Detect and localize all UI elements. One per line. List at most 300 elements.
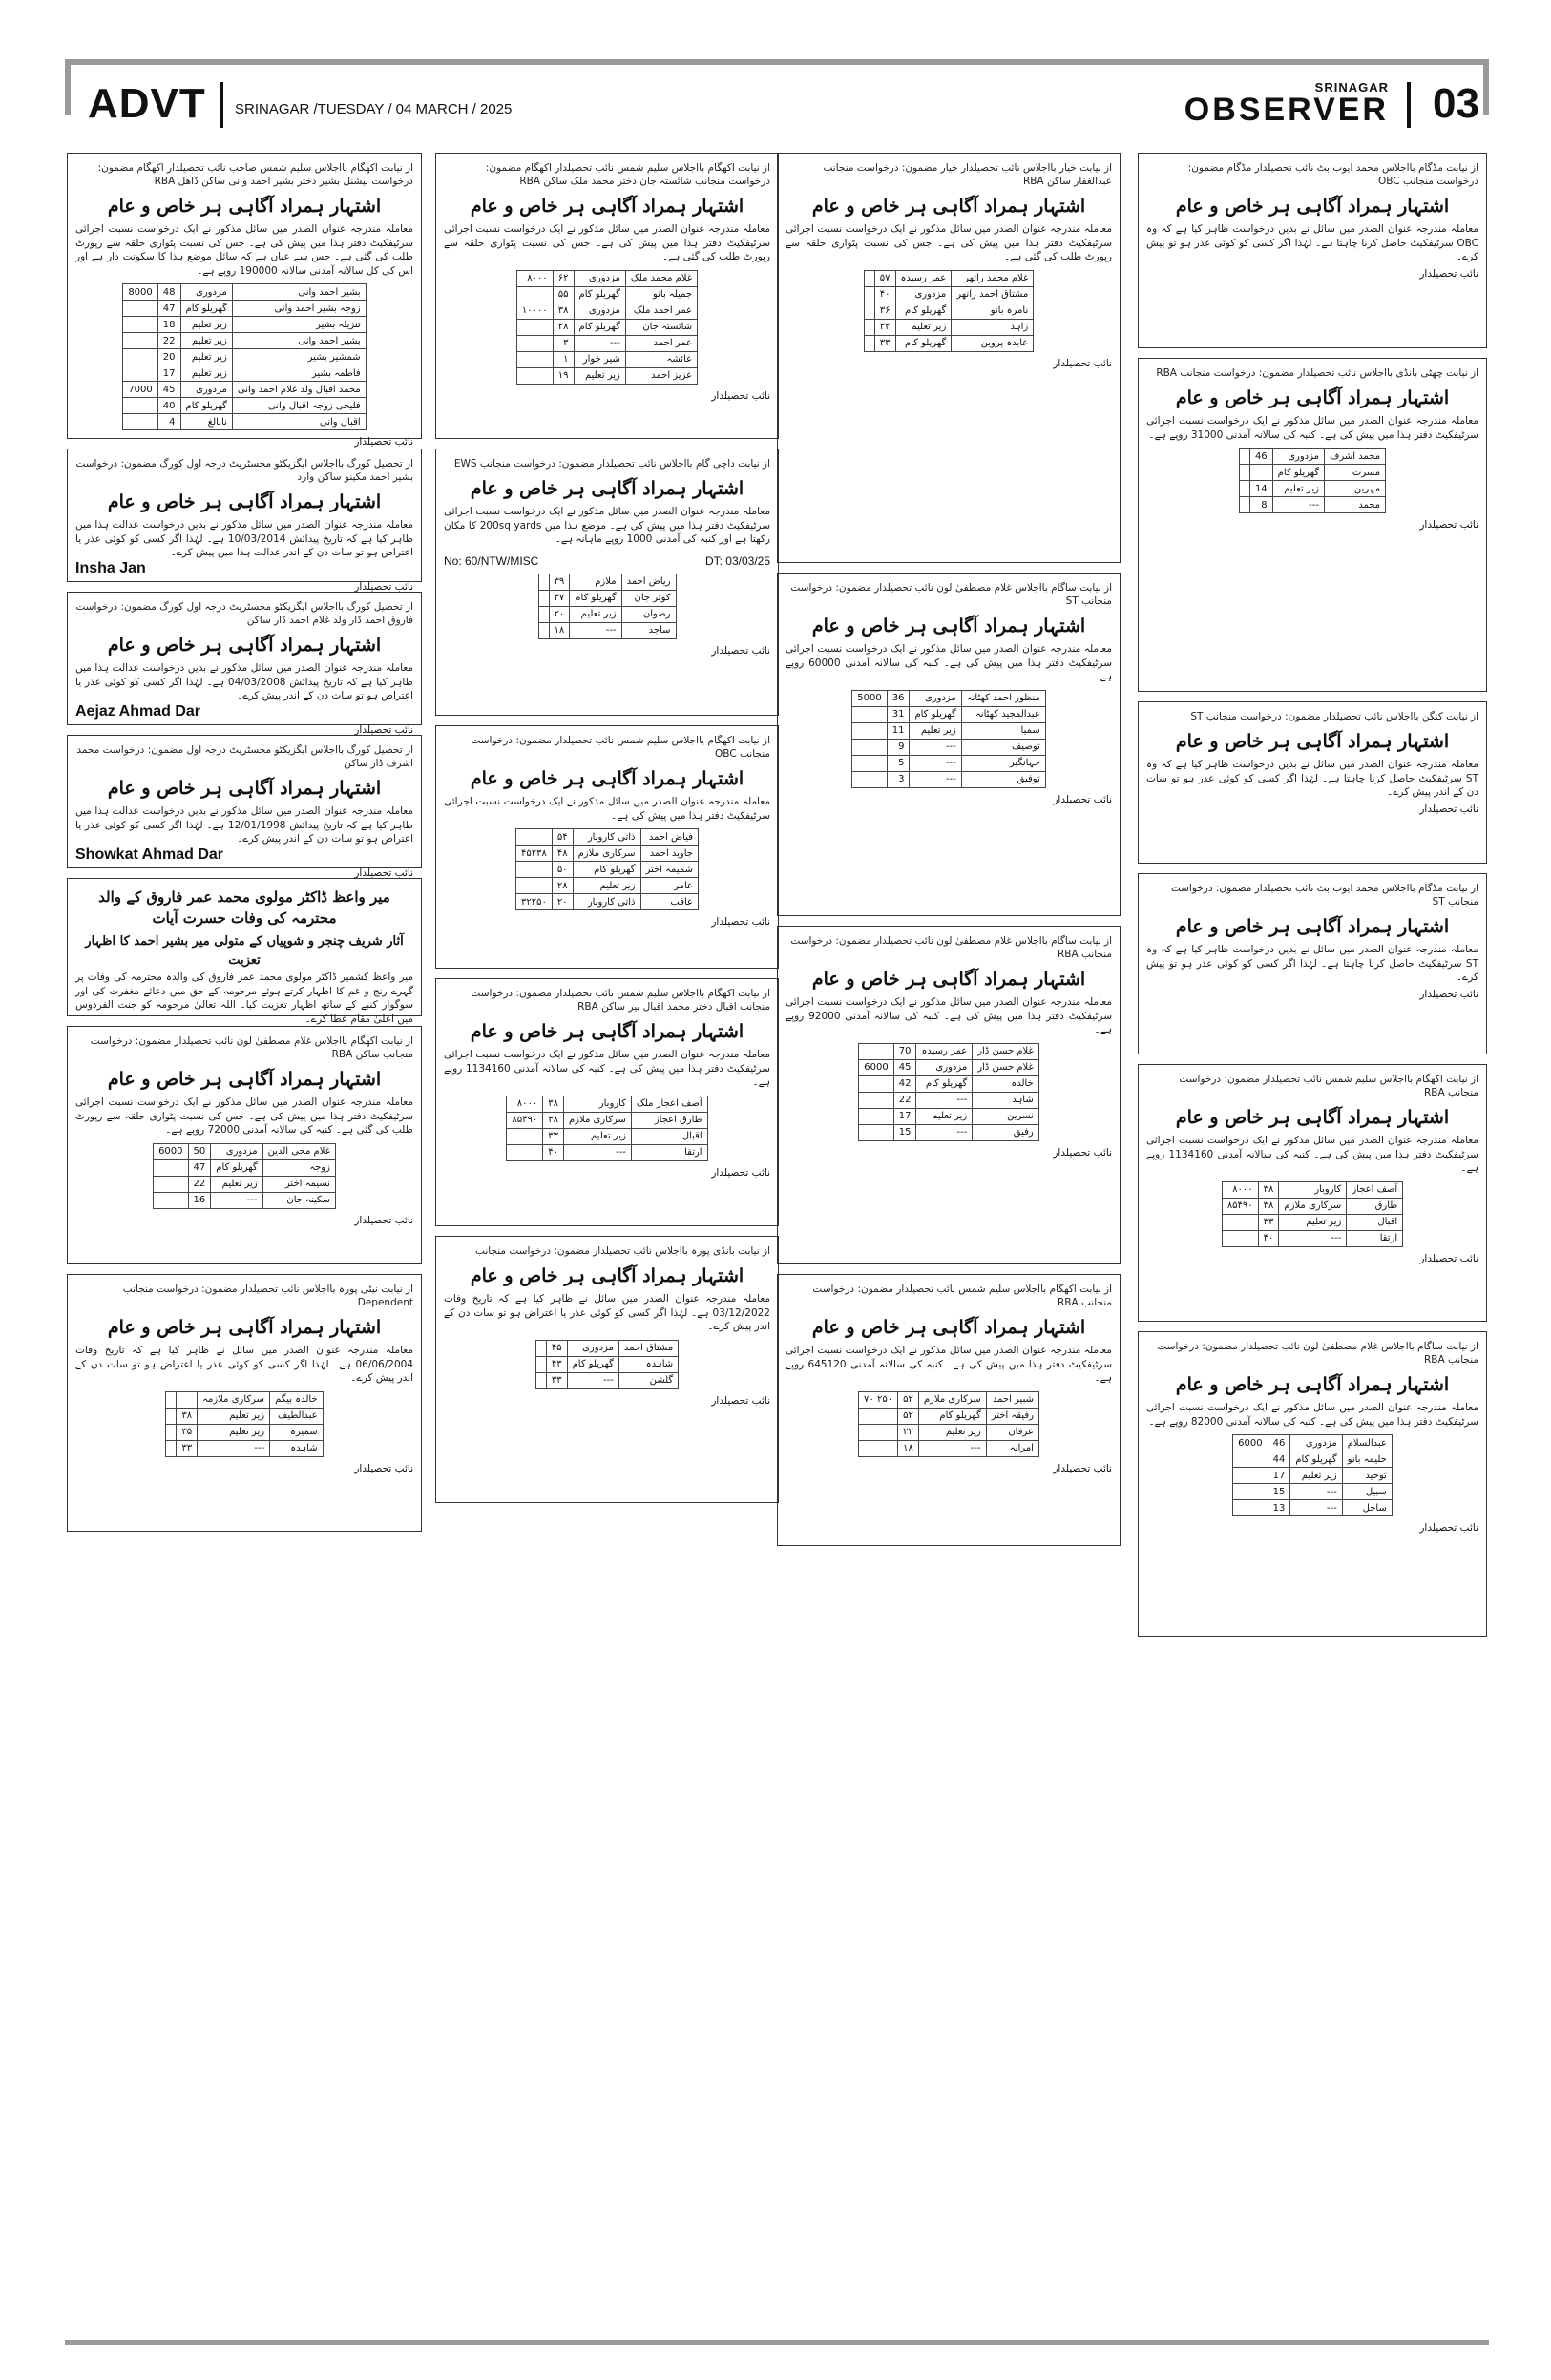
table-cell: --- [570, 622, 621, 638]
notice-header: از نیابت اکھگام بااجلاس سلیم شمس نائب تحصیلدار مضمون: درخواست منجانب RBA [1179, 1074, 1478, 1098]
brand-logo [1184, 80, 1389, 128]
table-cell: زیر تعلیم [180, 333, 232, 349]
notice-title: اشتہار ہمراد آگاہی ہر خاص و عام [107, 1317, 382, 1338]
table-cell: ۵۴ [552, 829, 573, 846]
notice-body: معاملہ مندرجہ عنوان الصدر میں سائل مذکور نے ایک درخواست نسبت اجرائی سرٹیفکیٹ دفتر ہذا میں پیش کی ہے۔ کنبہ کی سالانہ آمدنی 60000 روپے ہے۔ [786, 643, 1112, 682]
table-cell: ۲۲ [898, 1424, 919, 1440]
table-cell: ۳۲ [874, 319, 895, 335]
table-cell: زیر تعلیم [180, 365, 232, 382]
table-cell: 17 [157, 365, 180, 382]
table-cell: گھریلو کام [916, 1075, 973, 1092]
table-cell: ۳۸ [1258, 1181, 1279, 1198]
applicant-name: Aejaz Ahmad Dar [75, 702, 200, 720]
table-cell: زیر تعلیم [918, 1424, 986, 1440]
notice-body: معاملہ مندرجہ عنوان الصدر میں سائل نے ظاہر کیا ہے کہ تاریخ وفات 06/06/2004 ہے۔ لہٰذا اگر کسی کو کوئی عذر یا اعتراض ہو تو سات دن کے اندر پیش کرے۔ [75, 1345, 413, 1384]
notice-body: معاملہ مندرجہ عنوان الصدر میں سائل مذکور نے بدیں درخواست عدالت ہذا میں ظاہر کیا ہے کہ تاریخ پیدائش 04/03/2008 ہے۔ لہٰذا اگر کسی کو کوئی عذر یا اعتراض ہو تو سات دن کے اندر پیش کرے۔ [75, 662, 413, 701]
table-cell: ۴۰ [1258, 1230, 1279, 1246]
table-cell: اقبال [631, 1128, 707, 1144]
table-row [535, 1372, 678, 1388]
table-cell [166, 1440, 177, 1456]
table-cell: مزدوری [910, 690, 961, 706]
reference-date: DT: 03/03/25 [704, 553, 770, 568]
table-cell: آصف اعجاز ملک [631, 1096, 707, 1112]
notice-body: معاملہ مندرجہ عنوان الصدر میں سائل مذکور نے بدیں درخواست عدالت ہذا میں ظاہر کیا ہے کہ تاریخ پیدائش 10/03/2014 ہے۔ لہٰذا اگر کسی کو کوئی عذر یا اعتراض ہو تو سات دن کے اندر عدالت ہذا میں پیش کرے۔ [75, 519, 413, 558]
notice-footer: نائب تحصیلدار [1419, 1522, 1478, 1534]
table-cell: ۲۰ [549, 606, 570, 622]
family-table [516, 270, 698, 385]
table-cell: ارتقا [631, 1144, 707, 1160]
table-cell [123, 301, 157, 317]
table-row [123, 398, 366, 414]
notice-footer: نائب تحصیلدار [354, 866, 413, 879]
table-row [154, 1192, 336, 1208]
table-cell [1249, 465, 1272, 481]
table-cell: فاطمہ بشیر [232, 365, 366, 382]
table-cell: 50 [188, 1143, 211, 1159]
table-cell [852, 771, 887, 787]
table-cell: شاہدہ [618, 1356, 678, 1372]
table-cell: توصیف [961, 739, 1045, 755]
table-cell: ۸۰۰۰ [1222, 1181, 1258, 1198]
table-cell: شاہد [973, 1092, 1039, 1108]
notice-title: اشتہار ہمراد آگاہی ہر خاص و عام [107, 1069, 382, 1090]
notice-ad [1138, 153, 1487, 348]
notice-footer: نائب تحصیلدار [1053, 1146, 1112, 1159]
table-cell: مزدوری [895, 286, 952, 303]
notice-body: معاملہ مندرجہ عنوان الصدر میں سائل مذکور نے ایک درخواست نسبت اجرائی سرٹیفکیٹ دفتر ہذا میں پیش کی ہے۔ کنبہ کی سالانہ آمدنی 82000 روپے ہے۔ [1146, 1402, 1478, 1428]
table-cell: ۸۰۰۰ [507, 1096, 543, 1112]
table-row [538, 606, 676, 622]
table-cell: --- [1279, 1230, 1347, 1246]
table-cell: --- [564, 1144, 632, 1160]
table-cell: 48 [157, 284, 180, 301]
notice-footer: نائب تحصیلدار [1419, 803, 1478, 815]
table-cell: 31 [887, 706, 910, 722]
family-table [864, 270, 1035, 352]
notice-title: اشتہار ہمراد آگاہی ہر خاص و عام [1175, 731, 1450, 752]
notice-ad [67, 592, 422, 736]
notice-ad [435, 449, 779, 716]
table-cell: مشتاق احمد [618, 1340, 678, 1356]
table-row [123, 414, 366, 430]
table-cell: ۳۳ [546, 1372, 567, 1388]
table-cell: زوجہ [262, 1159, 335, 1176]
notice-footer: نائب تحصیلدار [1419, 519, 1478, 531]
table-row [516, 286, 697, 303]
frame-bottom-rule [65, 2340, 1489, 2345]
table-cell [123, 398, 157, 414]
table-cell [516, 335, 553, 351]
table-cell: جمیلہ بانو [625, 286, 697, 303]
table-cell [166, 1424, 177, 1440]
table-cell: خالدہ بیگم [270, 1391, 324, 1408]
table-cell: ۳۶ [874, 303, 895, 319]
table-cell: ۳۳ [543, 1128, 564, 1144]
notice-ad [1138, 701, 1487, 864]
notice-footer: نائب تحصیلدار [1053, 1462, 1112, 1474]
table-row [1239, 449, 1385, 465]
table-row [1239, 497, 1385, 513]
table-row [516, 846, 699, 862]
table-cell: ۵۰ [552, 862, 573, 878]
table-cell: زیر تعلیم [198, 1408, 270, 1424]
table-row [507, 1128, 707, 1144]
table-cell: زیر تعلیم [916, 1108, 973, 1124]
table-cell: ۱۸ [549, 622, 570, 638]
table-row [1239, 481, 1385, 497]
table-cell: گھریلو کام [211, 1159, 262, 1176]
table-cell: جاوید احمد [640, 846, 699, 862]
table-row [123, 365, 366, 382]
table-cell: فیاض احمد [640, 829, 699, 846]
table-row [859, 1108, 1039, 1124]
table-cell [154, 1159, 188, 1176]
table-cell: طارق [1347, 1198, 1403, 1214]
table-cell: زیر تعلیم [895, 319, 952, 335]
table-cell: 22 [893, 1092, 916, 1108]
table-cell [535, 1372, 546, 1388]
family-table [506, 1096, 707, 1161]
notice-header: از نیابت اکھگام بااجلاس سلیم شمس صاحب نائب تحصیلدار اکھگام مضمون: درخواست نیشنل بشیر دختر بشیر احمد وانی ساکن ڈاھل RBA [97, 162, 413, 187]
table-cell: ۲۸ [553, 319, 574, 335]
table-cell: زوجہ بشیر احمد وانی [232, 301, 366, 317]
table-cell: مزدوری [916, 1059, 973, 1075]
table-cell: ۳۸ [543, 1096, 564, 1112]
table-cell: ۱۸ [898, 1440, 919, 1456]
table-cell [535, 1356, 546, 1372]
table-cell: زیر تعلیم [1272, 481, 1324, 497]
table-cell: منظور احمد کھٹانہ [961, 690, 1045, 706]
table-cell: توفیق [961, 771, 1045, 787]
table-cell: شمیمہ اختر [640, 862, 699, 878]
notice-header: از نیابت چھٹی بانڈی بااجلاس نائب تحصیلدار مضمون: درخواست منجانب RBA [1156, 367, 1478, 379]
table-cell [177, 1391, 198, 1408]
table-cell: --- [1272, 497, 1324, 513]
table-row [516, 335, 697, 351]
notice-header: از نیابت خیار بااجلاس نائب تحصیلدار خیار مضمون: درخواست منجانب عبدالغفار ساکن RBA [823, 162, 1112, 187]
table-cell: ۲۸ [552, 878, 573, 894]
table-cell: زیر تعلیم [570, 606, 621, 622]
table-row [123, 349, 366, 365]
table-cell: شبیر احمد [986, 1391, 1038, 1408]
table-row [123, 333, 366, 349]
table-row [1233, 1435, 1393, 1451]
table-cell: محمد اشرف [1325, 449, 1386, 465]
table-cell: عمر رسیدہ [916, 1043, 973, 1059]
family-table [858, 1391, 1039, 1457]
notice-footer: نائب تحصیلدار [1053, 793, 1112, 805]
table-cell: غلام حسن ڈار [973, 1043, 1039, 1059]
table-cell: بشیر احمد وانی [232, 284, 366, 301]
table-cell: آصف اعجاز [1347, 1181, 1403, 1198]
table-cell: ذاتی کاروبار [573, 829, 640, 846]
notice-header: از نیابت مڈگام بااجلاس محمد ایوب بٹ نائب تحصیلدار مڈگام مضمون: درخواست منجانب OBC [1187, 162, 1478, 187]
table-row [864, 303, 1034, 319]
table-cell: ۴۵ [546, 1340, 567, 1356]
table-row [852, 706, 1046, 722]
table-cell: عبدالطیف [270, 1408, 324, 1424]
table-cell: گھریلو کام [1290, 1451, 1342, 1468]
notice-title: اشتہار ہمراد آگاہی ہر خاص و عام [470, 768, 744, 789]
table-cell [1233, 1451, 1268, 1468]
table-cell: خالدہ [973, 1075, 1039, 1092]
family-table [851, 690, 1046, 788]
table-cell: ساحل [1342, 1500, 1392, 1516]
notice-footer: نائب تحصیلدار [711, 1166, 770, 1179]
table-cell [1239, 465, 1249, 481]
table-cell: ریاض احمد [621, 574, 676, 590]
notice-title: اشتہار ہمراد آگاہی ہر خاص و عام [1175, 916, 1450, 937]
table-cell [516, 367, 553, 384]
table-cell: ۴۵۲۳۸ [516, 846, 553, 862]
notice-header: از نیابت کنگن بااجلاس نائب تحصیلدار مضمون: درخواست منجانب ST [1190, 711, 1478, 722]
table-cell: اقبال [1347, 1214, 1403, 1230]
section-label: ADVT [88, 80, 206, 127]
table-cell [1239, 481, 1249, 497]
table-row [507, 1112, 707, 1128]
table-row [516, 862, 699, 878]
table-cell: سرکاری ملازم [1279, 1198, 1347, 1214]
notice-header: از نیابت بانڈی پورہ بااجلاس نائب تحصیلدار مضمون: درخواست منجانب [475, 1245, 770, 1257]
table-cell [166, 1391, 177, 1408]
table-cell: 44 [1268, 1451, 1290, 1468]
table-cell: 14 [1249, 481, 1272, 497]
table-cell: ۴۰ [874, 286, 895, 303]
table-cell: ۳۲۲۵۰ [516, 894, 553, 910]
table-cell [538, 590, 549, 606]
table-cell: ارتقا [1347, 1230, 1403, 1246]
family-table [165, 1391, 323, 1457]
table-cell: ۸۵۴۹۰ [507, 1112, 543, 1128]
table-cell: شاہدہ [270, 1440, 324, 1456]
table-row [516, 303, 697, 319]
table-row [859, 1391, 1039, 1408]
table-cell: 4 [157, 414, 180, 430]
reference-line [444, 554, 770, 568]
table-cell [507, 1128, 543, 1144]
table-cell: 18 [157, 317, 180, 333]
table-cell: نامرہ بانو [952, 303, 1034, 319]
table-cell: 5 [887, 755, 910, 771]
table-cell: --- [918, 1440, 986, 1456]
notice-body: معاملہ مندرجہ عنوان الصدر میں سائل مذکور نے ایک درخواست نسبت اجرائی سرٹیفکیٹ دفتر ہذا میں پیش کی ہے۔ کنبہ کی سالانہ آمدنی 31000 روپے ہے۔ [1146, 415, 1478, 441]
table-cell: ساجد [621, 622, 676, 638]
table-row [123, 382, 366, 398]
notice-footer: نائب تحصیلدار [354, 1462, 413, 1474]
notice-footer: نائب تحصیلدار [1419, 988, 1478, 1000]
notice-header: از نیابت مڈگام بااجلاس محمد ایوب بٹ نائب تحصیلدار مضمون: درخواست منجانب ST [1170, 883, 1478, 908]
table-cell: عبدالمجید کھٹانہ [961, 706, 1045, 722]
table-cell [535, 1340, 546, 1356]
condolence-body: میر واعظ کشمیر ڈاکٹر مولوی محمد عمر فاروق کی والدہ محترمہ کی وفات پر گہرے رنج و غم کا اظہار کرتے ہوئے مرحومہ کے حق میں دعائے مغفرت کی اور سوگوار کنبے کے ساتھ اظہار تعزیت کیا۔ اللہ تعالیٰ مرحومہ کو جنت الفردوس میں اعلیٰ مقام عطا کرے۔ [75, 971, 413, 1025]
table-cell [516, 286, 553, 303]
table-cell [852, 739, 887, 755]
table-row [859, 1424, 1039, 1440]
table-cell [852, 755, 887, 771]
table-row [123, 317, 366, 333]
notice-title: اشتہار ہمراد آگاہی ہر خاص و عام [1175, 387, 1450, 408]
condolence-notice [67, 878, 422, 1025]
family-table [1222, 1181, 1403, 1247]
table-cell: توحید [1342, 1468, 1392, 1484]
notice-ad [435, 153, 779, 439]
table-cell [864, 335, 874, 351]
table-cell: 8000 [123, 284, 157, 301]
table-cell: 17 [893, 1108, 916, 1124]
table-cell [123, 349, 157, 365]
table-row [535, 1356, 678, 1372]
applicant-name: Insha Jan [75, 559, 146, 576]
notice-header: از نیابت ساگام بااجلاس غلام مصطفیٰ لون نائب تحصیلدار مضمون: درخواست منجانب RBA [790, 935, 1112, 960]
family-table [538, 574, 677, 639]
table-cell: غلام محمد ملک [625, 270, 697, 286]
table-cell: گھریلو کام [180, 301, 232, 317]
notice-body: معاملہ مندرجہ عنوان الصدر میں سائل نے بدیں درخواست ظاہر کیا ہے کہ وہ ST سرٹیفکیٹ حاصل کرنا چاہتا ہے۔ لہٰذا اگر کسی کو کوئی عذر ہو تو سات دن کے اندر پیش کرے۔ [1146, 759, 1478, 798]
notice-ad [67, 153, 422, 448]
brand-city: SRINAGAR [1314, 80, 1389, 94]
table-cell: 9 [887, 739, 910, 755]
table-row [864, 286, 1034, 303]
table-cell: گلشن [618, 1372, 678, 1388]
table-cell [859, 1408, 898, 1424]
table-cell: عاقب [640, 894, 699, 910]
notice-header: از نیابت ساگام بااجلاس غلام مصطفیٰ لون نائب تحصیلدار مضمون: درخواست منجانب ST [790, 582, 1112, 607]
notice-header: از نیابت نیٹی پورہ بااجلاس نائب تحصیلدار مضمون: درخواست منجانب Dependent [122, 1284, 413, 1308]
table-cell: مزدوری [180, 284, 232, 301]
family-table [515, 828, 699, 910]
table-row [859, 1124, 1039, 1140]
notice-footer: نائب تحصیلدار [1419, 1252, 1478, 1264]
table-cell: 6000 [859, 1059, 893, 1075]
table-cell: امرانہ [986, 1440, 1038, 1456]
table-cell: --- [916, 1124, 973, 1140]
notice-ad [435, 725, 779, 969]
table-cell: 36 [887, 690, 910, 706]
table-cell: ۸۰۰۰ [516, 270, 553, 286]
notice-header: از نیابت اکھگام بااجلاس سلیم شمس نائب تحصیلدار مضمون: درخواست منجانب RBA [812, 1284, 1112, 1308]
notice-footer: نائب تحصیلدار [354, 580, 413, 593]
table-cell: 22 [157, 333, 180, 349]
table-cell: بشیر احمد وانی [232, 333, 366, 349]
table-cell [852, 722, 887, 739]
table-cell [852, 706, 887, 722]
notice-body: معاملہ مندرجہ عنوان الصدر میں سائل مذکور نے ایک درخواست نسبت اجرائی سرٹیفکیٹ دفتر ہذا میں پیش کی ہے۔ جس کی نسبت پٹواری حلقہ سے رپورٹ طلب کی گئی ہے۔ [444, 223, 770, 262]
table-cell [154, 1192, 188, 1208]
table-cell [859, 1124, 893, 1140]
table-cell: 22 [188, 1176, 211, 1192]
table-cell: مشتاق احمد راتھر [952, 286, 1034, 303]
table-cell: گھریلو کام [910, 706, 961, 722]
notice-footer: نائب تحصیلدار [711, 644, 770, 657]
table-cell: ۵۲ [898, 1391, 919, 1408]
table-row [852, 690, 1046, 706]
table-row [852, 755, 1046, 771]
notice-footer: نائب تحصیلدار [711, 1394, 770, 1407]
table-cell: طارق اعجاز [631, 1112, 707, 1128]
table-cell: گھریلو کام [180, 398, 232, 414]
table-row [1233, 1468, 1393, 1484]
table-row [859, 1092, 1039, 1108]
table-cell: ذاتی کاروبار [573, 894, 640, 910]
table-cell: سمیرہ [270, 1424, 324, 1440]
table-cell: زاہد [952, 319, 1034, 335]
reference-number: No: 60/NTW/MISC [444, 553, 539, 568]
table-cell: مزدوری [567, 1340, 618, 1356]
dateline: SRINAGAR /TUESDAY / 04 MARCH / 2025 [235, 101, 513, 117]
table-cell: محمد [1325, 497, 1386, 513]
column-4 [1138, 153, 1487, 1646]
table-cell [859, 1440, 898, 1456]
table-row [516, 270, 697, 286]
table-cell: نابالغ [180, 414, 232, 430]
table-cell [1233, 1484, 1268, 1500]
notice-footer: نائب تحصیلدار [1053, 357, 1112, 369]
notice-body: معاملہ مندرجہ عنوان الصدر میں سائل مذکور نے ایک درخواست نسبت اجرائی سرٹیفکیٹ دفتر ہذا میں پیش کی ہے۔ کنبہ کی سالانہ آمدنی 1134160 روپے ہے۔ [1146, 1135, 1478, 1174]
table-cell: ۳۸ [177, 1408, 198, 1424]
table-cell [859, 1424, 898, 1440]
table-cell: کاروبار [1279, 1181, 1347, 1198]
column-3 [777, 153, 1121, 1555]
notice-body: معاملہ مندرجہ عنوان الصدر میں سائل مذکور نے ایک درخواست نسبت اجرائی سرٹیفکیٹ دفتر ہذا میں پیش کی ہے۔ جس کی نسبت پٹواری حلقہ سے رپورٹ طلب کی گئی ہے۔ کنبہ کی سالانہ آمدنی 72000 روپے ہے۔ [75, 1096, 413, 1136]
table-cell: سرکاری ملازم [564, 1112, 632, 1128]
table-cell: --- [1290, 1484, 1342, 1500]
table-row [859, 1440, 1039, 1456]
table-cell: 46 [1268, 1435, 1290, 1451]
masthead-separator-right [1407, 82, 1411, 128]
table-row [1233, 1484, 1393, 1500]
table-cell: گھریلو کام [567, 1356, 618, 1372]
table-cell: عمر احمد [625, 335, 697, 351]
table-row [1222, 1181, 1402, 1198]
notice-body: معاملہ مندرجہ عنوان الصدر میں سائل مذکور نے ایک درخواست نسبت اجرائی سرٹیفکیٹ دفتر ہذا میں پیش کی ہے۔ کنبہ کی سالانہ آمدنی 92000 روپے ہے۔ [786, 996, 1112, 1035]
notice-footer: نائب تحصیلدار [1419, 267, 1478, 280]
table-cell: عامر [640, 878, 699, 894]
notice-ad [67, 1274, 422, 1532]
table-cell [538, 574, 549, 590]
table-cell: ۵۲ [898, 1408, 919, 1424]
table-cell [1239, 449, 1249, 465]
table-cell: شیر خوار [574, 351, 625, 367]
notice-title: اشتہار ہمراد آگاہی ہر خاص و عام [470, 196, 744, 217]
notice-ad [67, 1026, 422, 1264]
table-cell: زیر تعلیم [1279, 1214, 1347, 1230]
table-cell: 15 [893, 1124, 916, 1140]
notice-header: از تحصیل کورگ بااجلاس ایگزیکٹو مجسٹریٹ درجہ اول مضمون: درخواست محمد اشرف ڈار ساکن [76, 744, 413, 769]
table-row [154, 1159, 336, 1176]
notice-body: معاملہ مندرجہ عنوان الصدر میں سائل نے ظاہر کیا ہے کہ تاریخ وفات 03/12/2022 ہے۔ لہٰذا اگر کسی کو کوئی عذر یا اعتراض ہو تو سات دن کے اندر پیش کرے۔ [444, 1293, 770, 1332]
notice-title: اشتہار ہمراد آگاہی ہر خاص و عام [811, 616, 1086, 637]
notice-body: معاملہ مندرجہ عنوان الصدر میں سائل نے بدیں درخواست ظاہر کیا ہے کہ وہ OBC سرٹیفکیٹ حاصل کرنا چاہتا ہے۔ لہٰذا اگر کسی کو کوئی عذر ہو تو پیش کرے۔ [1146, 223, 1478, 262]
table-cell: غلام محی الدین [262, 1143, 335, 1159]
condolence-subheadline: آثار شریف چنجر و شوپیاں کے متولی میر بشیر احمد کا اظہار تعزیت [85, 934, 404, 968]
table-row [852, 771, 1046, 787]
table-cell [864, 303, 874, 319]
notice-header: از تحصیل کورگ بااجلاس ایگزیکٹو مجسٹریٹ درجہ اول کورگ مضمون: درخواست فاروق احمد ڈار ولد غلام احمد ڈار ساکن [75, 601, 413, 626]
table-cell: غلام حسن ڈار [973, 1059, 1039, 1075]
table-cell: نسرین [973, 1108, 1039, 1124]
notice-header: از نیابت اکھگام بااجلاس سلیم شمس نائب تحصیلدار مضمون: درخواست منجانب اقبال دختر محمد اقبال بیر ساکن RBA [471, 988, 770, 1013]
table-cell: حلیمہ بانو [1342, 1451, 1392, 1468]
notice-header: از نیابت اکھگام بااجلاس غلام مصطفیٰ لون نائب تحصیلدار مضمون: درخواست منجانب ساکن RBA [90, 1035, 413, 1060]
table-cell: ۳۷ [549, 590, 570, 606]
table-cell: مزدوری [574, 303, 625, 319]
table-cell: عائشہ [625, 351, 697, 367]
table-row [507, 1096, 707, 1112]
table-cell: ۳۳ [874, 335, 895, 351]
table-cell: عرفان [986, 1424, 1038, 1440]
page-number: 03 [1433, 80, 1479, 127]
family-table [1232, 1434, 1393, 1516]
